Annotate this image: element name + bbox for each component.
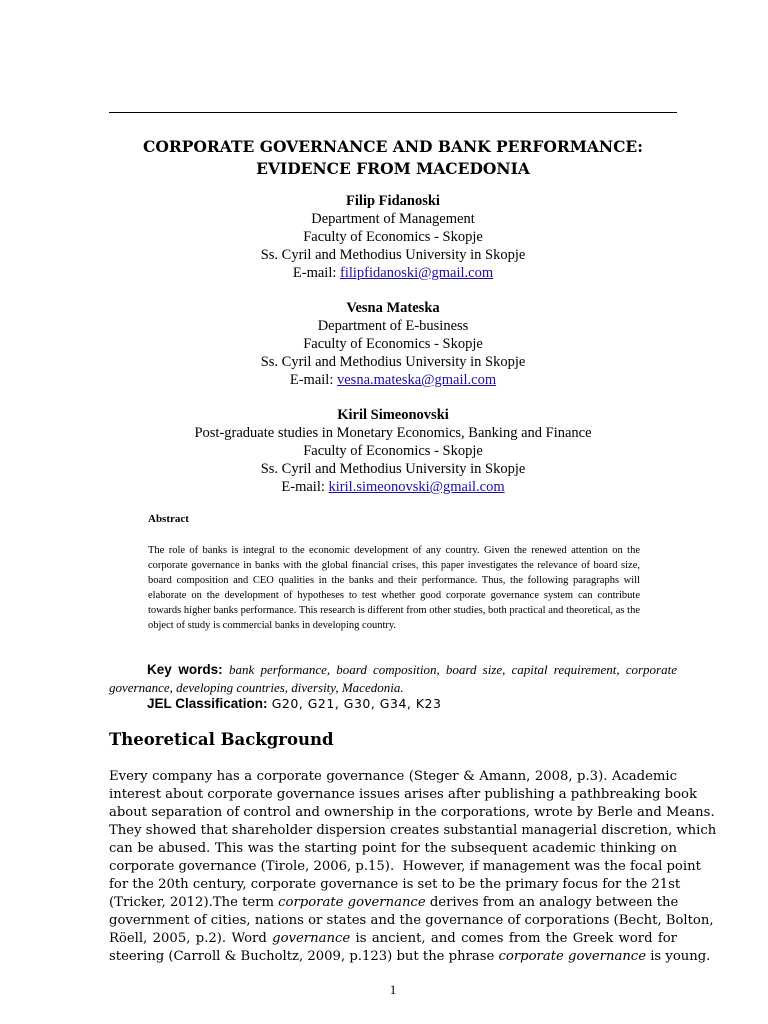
- author-email-line: [109, 264, 677, 282]
- header-rule: [109, 112, 677, 113]
- section-heading: Theoretical Background: [109, 730, 334, 749]
- body-segment: can be abused. This was the starting point for the subsequent academic thinking on: [109, 841, 677, 856]
- author-email-line: [109, 478, 677, 496]
- italic-term: corporate governance: [498, 949, 646, 964]
- email-label: E-mail:: [289, 372, 337, 388]
- author-faculty: Faculty of Economics - Skopje: [303, 443, 483, 459]
- body-line: [109, 948, 711, 966]
- author-faculty: Faculty of Economics - Skopje: [303, 229, 483, 245]
- abstract-text: The role of banks is integral to the economic development of any country. Given the renewed attention on the corporate governance in banks with the global financial crises, this paper investigates the relevance of board size, board composition and CEO qualities in the banks and their performance. Thus, the following paragraphs will elaborate on the development of hypotheses to test whether good corporate governance system can contribute towards higher banks performance. This research is different from other studies, both practical and theoretical, as the object of study is commercial banks in developing country.: [148, 545, 640, 631]
- author-university: Ss. Cyril and Methodius University in Skopje: [260, 461, 526, 477]
- author-email-link[interactable]: kiril.simeonovski@gmail.com: [328, 479, 505, 495]
- author-block-3: [109, 406, 677, 496]
- author-university: Ss. Cyril and Methodius University in Skopje: [260, 354, 526, 370]
- author-block-1: [109, 192, 677, 282]
- paper-title: [109, 136, 677, 180]
- author-name: Kiril Simeonovski: [337, 407, 449, 423]
- body-segment: steering (Carroll & Bucholtz, 2009, p.123) but the phrase: [109, 949, 499, 964]
- body-line: [109, 894, 677, 912]
- body-segment: corporate governance (Tirole, 2006, p.15). However, if management was the focal point: [109, 859, 701, 874]
- body-line: [109, 912, 714, 930]
- author-email-line: [109, 371, 677, 389]
- jel-values: G20, G21, G30, G34, K23: [271, 696, 442, 711]
- body-line: [109, 822, 717, 840]
- body-segment: derives from an analogy between the: [425, 895, 679, 910]
- italic-term: governance: [272, 931, 351, 946]
- body-segment: Röell, 2005, p.2). Word: [109, 931, 273, 946]
- author-department: Department of E-business: [317, 318, 469, 334]
- title-line-2: EVIDENCE FROM MACEDONIA: [256, 159, 530, 178]
- body-segment: They showed that shareholder dispersion creates substantial managerial discretion, which: [109, 823, 717, 838]
- abstract-heading: Abstract: [148, 513, 189, 525]
- section-body-text: [109, 768, 717, 966]
- body-segment: is young.: [646, 949, 711, 964]
- email-label: E-mail:: [281, 479, 329, 495]
- body-line: [109, 804, 715, 822]
- author-department: Department of Management: [311, 211, 475, 227]
- author-email-link[interactable]: filipfidanoski@gmail.com: [340, 265, 494, 281]
- keywords-label: Key words:: [147, 662, 223, 677]
- italic-term: corporate governance: [278, 895, 426, 910]
- keywords-values: bank performance, board composition, board size, capital requirement, corporate governance, developing countries, diversity, Macedonia.: [109, 662, 677, 695]
- body-segment: government of cities, nations or states and the governance of corporations (Becht, Bolton,: [109, 913, 714, 928]
- body-segment: for the 20th century, corporate governance is set to be the primary focus for the 21st: [109, 877, 681, 892]
- body-line: [109, 858, 701, 876]
- body-segment: Every company has a corporate governance (Steger & Amann, 2008, p.3). Academic: [109, 769, 677, 784]
- author-university: Ss. Cyril and Methodius University in Skopje: [260, 247, 526, 263]
- page-number: 1: [389, 982, 397, 997]
- title-line-1: CORPORATE GOVERNANCE AND BANK PERFORMANCE:: [143, 137, 643, 156]
- keywords-paragraph: [109, 661, 677, 697]
- body-line: [109, 876, 681, 894]
- author-name: Filip Fidanoski: [346, 193, 440, 209]
- body-line: [109, 768, 677, 786]
- body-segment: interest about corporate governance issues arises after publishing a pathbreaking book: [109, 787, 697, 802]
- body-segment: (Tricker, 2012).The term: [109, 895, 279, 910]
- author-name: Vesna Mateska: [346, 300, 440, 316]
- author-email-link[interactable]: vesna.mateska@gmail.com: [337, 372, 497, 388]
- body-line: [109, 840, 677, 858]
- author-block-2: [109, 299, 677, 389]
- body-segment: is ancient, and comes from the Greek word for: [350, 931, 677, 946]
- author-department: Post-graduate studies in Monetary Economics, Banking and Finance: [194, 425, 592, 441]
- author-faculty: Faculty of Economics - Skopje: [303, 336, 483, 352]
- jel-classification: [147, 695, 441, 713]
- jel-label: JEL Classification:: [147, 696, 268, 711]
- email-label: E-mail:: [292, 265, 341, 281]
- body-segment: about separation of control and ownership in the corporations, wrote by Berle and Means.: [109, 805, 715, 820]
- body-line: [109, 930, 677, 948]
- body-line: [109, 786, 697, 804]
